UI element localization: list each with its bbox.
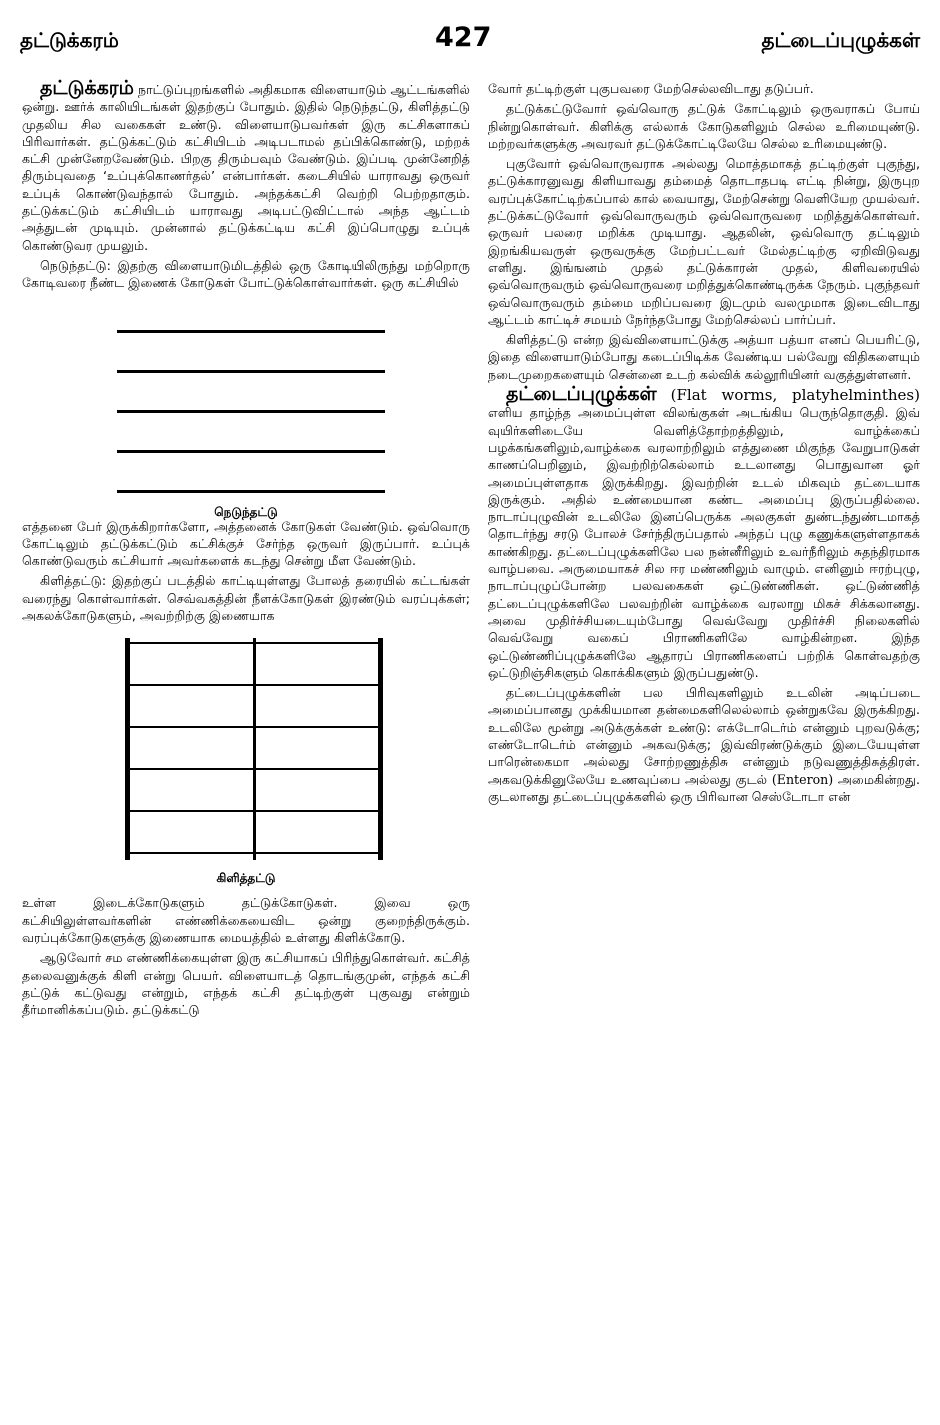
kilithattu-figure [22,638,470,888]
paragraph-text: அமைகின்றது. குடலானது தட்டைப்புழுக்களில் ஒரு பிரிவான செஸ்டோடா என் [488,771,920,804]
left-column [22,77,470,1021]
nedunthattu-figure [22,312,470,520]
entry-title: தட்டுக்கரம் [40,77,134,99]
paragraph-text: தட்டைப்புழுக்களின் பல பிரிவுகளிலும் உடலின் அடிப்படை அமைப்பானது முக்கியமான தன்மைகளிலெல்லாம் ஒன்றுகவே இருக்கிறது. உடலிலே மூன்று அடுக்குக்கள் உண்டு: எக்டோடெர்ம் என்னும் புறவடுக்கு; எண்டோடெர்ம் என்னும் அகவடுக்கு; இவ்விரண்டுக்கும் இடையேயுள்ள பாரென்கைமா அல்லது சோற்றணுத்திசு என்னும் நடுவணுத்திசுத்திரள். அகவடுக்கினுலேயே உணவுப்பை அல்லது குடல் [488,685,920,787]
entry-paragraph [22,77,470,254]
paragraph: நெடுந்தட்டு: இதற்கு விளையாடுமிடத்தில் ஒரு கோடியிலிருந்து மற்றொரு கோடிவரை நீண்ட இணைக் கோடுகள் போட்டுக்கொள்வார்கள். ஒரு கட்சியில் [22,257,470,291]
figure-line [117,410,385,413]
figure-caption: நெடுந்தட்டு [214,505,278,520]
entry-latin-name: (Flat worms, platyhelminthes) [670,386,920,405]
paragraph: எத்தனை பேர் இருக்கிறார்களோ, அத்தனைக் கோடுகள் வேண்டும். ஒவ்வொரு கோட்டிலும் தட்டுக்கட்டும் கட்சிக்குச் சேர்ந்த ஒருவர் இருப்பார். உப்புக் கொண்டுவரும் கட்சியார் அவர்களைக் கடந்து சென்று மீள வேண்டும். [22,518,470,569]
page-number: 427 [435,22,492,53]
paragraph [488,684,920,805]
paragraph: கிளித்தட்டு என்ற இவ்விளையாட்டுக்கு அத்யா பத்யா எனப் பெயரிட்டு, இதை விளையாடும்போது கடைப்பிடிக்க வேண்டிய பல்வேறு விதிகளையும் நடைமுறைகளையும் சென்னை உடற் கல்விக் கல்லூரியினர் வகுத்துள்ளனர். [488,332,920,382]
right-column [488,80,920,808]
center-line [253,638,256,860]
latin-term: (Enteron) [771,771,834,787]
paragraph: ஆடுவோர் சம எண்ணிக்கையுள்ள இரு கட்சியாகப் பிரிந்துகொள்வர். கட்சித் தலைவனுக்குக் கிளி என்று பெயர். விளையாடத் தொடங்குமுன், எந்தக் கட்சி தட்டுக் கட்டுவது என்றும், எந்தக் கட்சி தட்டிற்குள் புகுவது என்றும் தீர்மானிக்கப்படும். தட்டுக்கட்டு [22,950,470,1018]
running-head-left: தட்டுக்கரம் [20,28,119,52]
figure-line [117,490,385,493]
paragraph: வோர் தட்டிற்குள் புகுபவரை மேற்செல்லவிடாது தடுப்பர். [488,81,814,96]
entry-title: தட்டைப்புழுக்கள் [506,383,657,406]
paragraph: கிளித்தட்டு: இதற்குப் படத்தில் காட்டியுள்ளது போலத் தரையில் கட்டங்கள் வரைந்து கொள்வார்கள். செவ்வகத்தின் நீளக்கோடுகள் இரண்டும் வரப்புக்கள்; அகலக்கோடுகளும், அவற்றிற்கு இணையாக [22,573,470,624]
figure-line [117,370,385,373]
figure-line [117,450,385,453]
paragraph-text: நாட்டுப்புறங்களில் அதிகமாக விளையாடும் ஆட்டங்களில் ஒன்று. ஊர்க் காலியிடங்கள் இதற்குப் போதும். இதில் நெடுந்தட்டு, கிளித்தட்டு முதலிய சில வகைகள் உண்டு. விளையாடுபவர்கள் இரு கட்சிகளாகப் பிரிவார்கள். தட்டுக்கட்டும் கட்சியிடம் அடிபடாமல் தப்பிக்கொண்டு, மற்றக் கட்சி முன்னேறவேண்டும். பிறகு திரும்பவும் வேண்டும். இப்படி முன்னேறித் திரும்புவதை ‘உப்புக்கொணர்தல்’ என்பார்கள். கடைசியில் யாராவது ஒருவர் உப்புக் கொண்டுவந்தால் போதும். அந்தக்கட்சி வெற்றி பெற்றதாகும். தட்டுக்கட்டும் கட்சியிடம் யாராவது அடிபட்டுவிட்டால் அந்த ஆட்டம் அத்துடன் முடியும். முன்னால் தட்டுக்கட்டிய கட்சி இப்பொழுது உப்புக் கொண்டுவர முயலும். [22,82,470,253]
running-head-right: தட்டைப்புழுக்கள் [761,28,920,52]
figure-caption: கிளித்தட்டு [216,871,276,886]
paragraph-text: எளிய தாழ்ந்த அமைப்புள்ள விலங்குகள் அடங்கிய பெருந்தொகுதி. இவ் வுயிர்களிடையே வெளித்தோற்றத்திலும், வாழ்க்கைப் பழக்கங்களிலும்,வாழ்க்கை வரலாற்றிலும் எத்துணை மிகுந்த வேறுபாடுகள் காணப்பெறினும், இவற்றிற்கெல்லாம் உடலானது பொதுவான ஓர் அமைப்புள்ளதாக இருக்கிறது. இவற்றின் உடல் மிகவும் தட்டையாக இருக்கும். அதில் உண்மையான கண்ட அமைப்பு இருப்பதில்லை. நாடாப்புழுவின் உடலிலே இனப்பெருக்க அலகுகள் துண்டந்துண்டமாகத் தொடர்ந்து சரடு போலச் சேர்ந்திருப்பதால் அந்தப் புழு கணுக்களுள்ளதாகக் காண்கிறது. தட்டைப்புழுக்களிலே பல நன்னீரிலும் உவர்நீரிலும் சுதந்திரமாக வாழ்பவை. அருமையாகச் சில ஈர மண்ணிலும் வாழும். எனினும் ஈரற்புழு, நாடாப்புழுப்போன்ற பலவகைகள் ஒட்டுண்ணிகள். ஒட்டுண்ணித் தட்டைப்புழுக்களிலே பலவற்றின் வாழ்க்கை வரலாறு மிகச் சிக்கலானது. அவை முதிர்ச்சியடையும்போது வெவ்வேறு முதிர்ச்சி நிலைகளில் வெவ்வேறு வகைப் பிராணிகளிலே வாழ்கின்றன. இந்த ஒட்டுண்ணிப்புழுக்களிலே ஆதாரப் பிராணிகளைப் பற்றிக் கொள்வதற்கு ஒட்டுறிஞ்சிகளும் கொக்கிகளும் இருப்பதுண்டு. [488,405,920,680]
court-diagram [125,638,383,860]
entry-paragraph [488,383,920,681]
paragraph: உள்ள இடைக்கோடுகளும் தட்டுக்கோடுகள். இவை ஒரு கட்சியிலுள்ளவர்களின் எண்ணிக்கையைவிட ஒன்று குறைந்திருக்கும். வரப்புக்கோடுகளுக்கு இணையாக மையத்தில் உள்ளது கிளிக்கோடு. [22,895,470,945]
figure-line [117,330,385,333]
paragraph: தட்டுக்கட்டுவோர் ஒவ்வொரு தட்டுக் கோட்டிலும் ஒருவராகப் போய் நின்றுகொள்வர். கிளிக்கு எல்லாக் கோடுகளிலும் செல்ல உரிமையுண்டு. மற்றவர்களுக்கு அவரவர் தட்டுக்கோட்டிலேயே செல்ல உரிமையுண்டு. [488,101,920,151]
page-header [20,22,920,62]
paragraph: புகுவோர் ஒவ்வொருவராக அல்லது மொத்தமாகத் தட்டிற்குள் புகுந்து, தட்டுக்காரனுவது கிளியாவது தம்மைத் தொடாதபடி எட்டி நின்று, இருபுற வரப்புக்கோட்டிற்கப்பால் கால் வையாது, மேற்சென்று வெளியேற முயல்வர். தட்டுக்கட்டுவோர் ஒவ்வொருவரும் ஒவ்வொருவரை மறித்துக்கொள்வர். ஒருவர் பலரை மறிக்க முடியாது. ஆதலின், ஒவ்வொரு தட்டிலும் இறங்கியவருள் ஒருவருக்கு மேற்பட்டவர் மேல்தட்டிற்கு ஏறிவிடுவது எளிது. இங்ஙனம் முதல் தட்டுக்காரன் முதல், கிளிவரையில் ஒவ்வொருவரும் ஒவ்வொருவரை மறித்துக்கொண்டிருக்க நேரும். புகுந்தவர் ஒவ்வொருவரும் தம்மை மறிப்பவரை இடமும் வலமுமாக இடைவிடாது ஆட்டம் காட்டிச் சமயம் நேர்ந்தபோது மேற்செல்லப் பார்ப்பர். [488,156,920,327]
